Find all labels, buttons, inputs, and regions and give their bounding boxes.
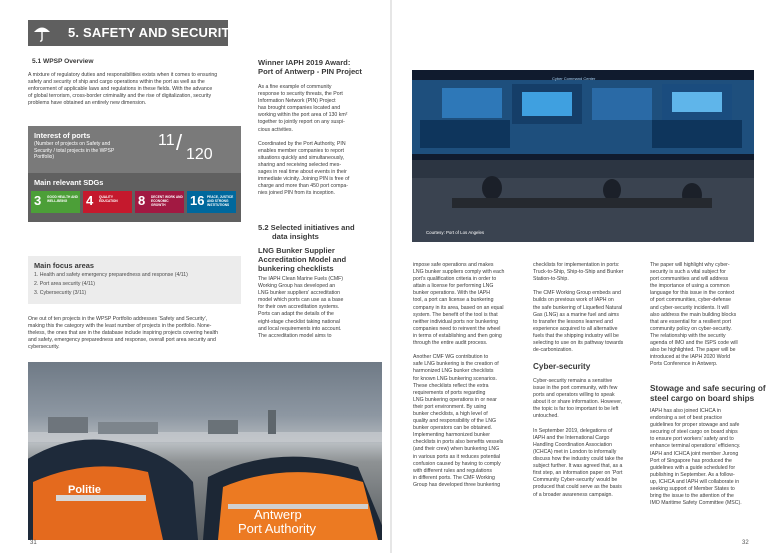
heading-5-1: 5.1 WPSP Overview xyxy=(32,58,94,65)
text-line: charge and more than 450 port compa- xyxy=(258,183,348,190)
text-line: community policy on cyber-security. xyxy=(650,325,732,332)
text-line: in various ports as it reduces potential xyxy=(413,453,501,460)
text-line: LNG Bunker Supplier xyxy=(258,246,335,255)
text-line: discuss how the industry could take the xyxy=(533,456,624,463)
page-number-left: 31 xyxy=(30,540,37,546)
text-line: with different rules and regulations xyxy=(413,467,492,474)
panel-title: Main focus areas xyxy=(34,261,94,270)
text-line: and safety, emergency preparedness and response, overall port area security and xyxy=(28,337,216,344)
cybersecurity-title: Cyber-security xyxy=(533,362,591,371)
text-line: A mixture of regulatory duties and responsibilities exists when it comes to ensuring xyxy=(28,72,218,78)
sdg-tile xyxy=(31,191,80,213)
text-line: Gas (LNG) as a marine fuel and aims xyxy=(533,311,619,318)
text-line xyxy=(533,421,641,428)
text-line: Truck-to-Ship, Ship-to-Ship and Bunker xyxy=(533,269,624,276)
text-line: model which ports can use as a base xyxy=(258,297,344,304)
text-line: requirements of ports regarding xyxy=(413,389,486,396)
ratio-denominator: 120 xyxy=(186,146,213,163)
text-line: port communities and will address xyxy=(650,276,729,283)
text-line: bunker operations. With the IAPH xyxy=(413,290,490,297)
antwerp-text: Antwerp xyxy=(254,507,302,522)
text-line: Implementing harmonized bunker xyxy=(413,432,490,439)
text-line: working within the port area of 130 km² xyxy=(258,112,348,119)
sdg-panel xyxy=(28,173,241,222)
interest-of-ports-panel xyxy=(28,126,241,173)
text-line: bunkering checklists xyxy=(258,264,334,273)
text-line: attain a license for performing LNG xyxy=(413,283,494,290)
text-line: The relationship with the security xyxy=(650,332,726,339)
text-line: Handling Coordination Association xyxy=(533,441,613,448)
text-line: checklists in ports also benefits vessels xyxy=(413,439,504,446)
text-line: endorsing a set of best practice xyxy=(650,415,723,422)
text-line: that are essential for a resilient port xyxy=(650,318,732,325)
text-line: companies need to reinvent the wheel xyxy=(413,325,501,332)
text-line: guidelines with a guide scheduled for xyxy=(650,464,736,471)
text-line: cious activities. xyxy=(258,126,293,133)
text-line: response to security threats, the Port xyxy=(258,91,343,98)
text-line: system. The benefit of the tool is that xyxy=(413,311,498,318)
text-line: of a broader awareness campaign. xyxy=(533,491,613,498)
project-ratio xyxy=(158,132,238,168)
sdg-label: GOOD HEALTH AND WELL-BEING xyxy=(47,195,78,203)
text-line: the safe bunkering of Liquefied Natural xyxy=(533,304,623,311)
text-line: Security / total projects in the WPSP xyxy=(34,147,115,154)
text-line: about it or share information. However, xyxy=(533,399,623,406)
text-line: (Number of projects on Safety and xyxy=(34,141,111,147)
text-line: agenda of IMO and the ISPS code will xyxy=(650,340,738,347)
text-line: Stowage and safe securing of xyxy=(650,384,766,393)
text-line: of port communities, cyber-defense xyxy=(650,297,732,304)
screen-title-text: Cyber Command Center xyxy=(552,76,596,81)
text-line: de-carbonization. xyxy=(533,347,573,354)
text-line: neither individual ports nor bunkering xyxy=(413,318,499,325)
focus-item: 1. Health and safety emergency preparedness and response (4/11) xyxy=(34,272,188,278)
text-line: nies joined PIN from its inception. xyxy=(258,190,335,197)
text-line: Accreditation Model and xyxy=(258,255,347,264)
text-line: Station-to-Ship. xyxy=(533,276,569,283)
sdg-number: 4 xyxy=(86,193,94,208)
focus-item: 3. Cybersecurity (3/11) xyxy=(34,290,87,296)
text-line: first step, an information paper on ‘Port xyxy=(533,470,623,477)
text-line: 5.2 Selected initiatives and xyxy=(258,223,355,232)
text-line: Cyber-security remains a sensitive xyxy=(533,378,613,384)
text-line: making this the category with the least number of projects in the portfolio. None- xyxy=(28,323,212,330)
column-a-text xyxy=(413,262,521,489)
text-line: situations quickly and simultaneously, xyxy=(258,154,345,161)
text-line: checklists for implementation in ports: xyxy=(533,262,620,268)
sdg-number: 8 xyxy=(138,193,146,208)
sdg-number: 16 xyxy=(190,193,205,208)
text-line: IAPH has also joined ICHCA in xyxy=(650,408,721,414)
text-line: guidelines for proper stowage and safe xyxy=(650,422,740,429)
politie-text: Politie xyxy=(68,484,102,496)
text-line: to ensure port workers’ safety and to xyxy=(650,436,734,443)
text-line: seeking support of Member States to xyxy=(650,486,735,493)
text-line: up, ICHCA and IAPH will collaborate in xyxy=(650,478,740,485)
award-title xyxy=(258,58,362,76)
sdg-tile xyxy=(187,191,236,213)
text-line: bunker operators can be obtained. xyxy=(413,425,493,432)
text-line: Information Network (PIN) Project xyxy=(258,98,336,105)
text-line: language for this issue in the context xyxy=(650,290,735,297)
text-line: As a fine example of community xyxy=(258,84,332,90)
text-line: company in its area, based on an equal xyxy=(413,304,504,311)
text-line: produced that could serve as the basis xyxy=(533,484,622,491)
text-line: sharing and receiving selected mes- xyxy=(258,162,342,169)
focus-areas-panel xyxy=(28,256,241,304)
text-line: Winner IAPH 2019 Award: xyxy=(258,58,351,67)
text-line: IAPH and ICHCA joint member Jurong xyxy=(650,450,739,457)
text-line: confusion caused by having to comply xyxy=(413,460,501,467)
text-line: the topic is far too important to be left xyxy=(533,406,619,413)
text-line: their port environment. By using xyxy=(413,403,487,410)
text-line: Another CMF WG contribution to xyxy=(413,354,489,361)
text-line: experience acquired to all alternative xyxy=(533,325,618,332)
text-line: Coordinated by the Port Authority, PIN xyxy=(258,140,346,147)
text-line: problems have obtained an entirely new dimension. xyxy=(28,100,147,107)
text-line: has brought companies located and xyxy=(258,105,341,112)
text-line: One out of ten projects in the WPSP Portfolio addresses ‘Safety and Security’, xyxy=(28,316,208,322)
text-line: issue in the port community, with few xyxy=(533,385,618,392)
ratio-slash: / xyxy=(176,130,183,155)
text-line: ports and operators willing to speak xyxy=(533,392,615,399)
text-line: cybersecurity. xyxy=(28,344,60,351)
text-line: enhance terminal operations’ efficiency. xyxy=(650,443,741,450)
text-line: Working Group has developed an xyxy=(258,283,336,290)
panel-subtitle xyxy=(34,141,144,161)
text-line: publishing in September. As a follow- xyxy=(650,471,735,478)
text-line: the importance of using a common xyxy=(650,283,730,290)
column-c-text xyxy=(650,262,758,368)
text-line: and local requirements into account. xyxy=(258,325,342,332)
text-line: (and their crew) when bunkering LNG xyxy=(413,446,500,453)
text-line xyxy=(413,347,521,354)
text-line: for their own accreditation systems. xyxy=(258,304,340,311)
text-line: also be highlighted. The paper will be xyxy=(650,347,736,354)
text-line: Ports Conference in Antwerp. xyxy=(650,361,718,368)
heading-5-2 xyxy=(258,223,355,241)
text-line: The CMF Working Group embeds and xyxy=(533,290,621,297)
text-line: subject further. It was agreed that, as a xyxy=(533,463,623,470)
text-line: theless, the ones that are in the database include inspiring projects covering health xyxy=(28,330,219,337)
text-line: port’s qualification criteria in order to xyxy=(413,276,497,283)
sdg-label: QUALITY EDUCATION xyxy=(99,195,118,203)
focus-item: 2. Port area security (4/11) xyxy=(34,281,96,287)
photo-illustration xyxy=(412,70,754,242)
panel-title: Interest of ports xyxy=(34,131,91,140)
text-line: selecting to use on its pathway towards xyxy=(533,340,624,347)
text-line: The paper will highlight why cyber- xyxy=(650,262,730,268)
sdg-tile xyxy=(83,191,132,213)
page-number-right: 32 xyxy=(742,540,749,546)
sdg-number: 3 xyxy=(34,193,42,208)
section-banner xyxy=(28,20,239,46)
text-line: bring the issue to the attention of the xyxy=(650,493,734,500)
text-line: eight-stage checklist taking national xyxy=(258,318,340,325)
text-line: LNG bunkering operations in or near xyxy=(413,396,497,403)
text-line: steel cargo on board ships xyxy=(650,394,755,403)
text-line: The IAPH Clean Marine Fuels (CMF) xyxy=(258,276,344,282)
text-line: The accreditation model aims to xyxy=(258,332,332,339)
text-line: tool, a port can license a bunkering xyxy=(413,297,494,304)
page-gutter xyxy=(390,0,392,553)
cybersecurity-text xyxy=(533,378,641,499)
photo-caption: Courtesy: Port of Los Angeles xyxy=(426,230,485,235)
cyber-center-photo xyxy=(412,70,754,242)
text-line: introduced at the IAPH 2020 World xyxy=(650,354,731,361)
column-b-text xyxy=(533,262,641,354)
text-line: Portfolio) xyxy=(34,154,55,161)
sdg-label: PEACE, JUSTICE AND STRONG INSTITUTIONS xyxy=(207,195,234,207)
stowage-title xyxy=(650,384,766,404)
text-line: (ICHCA) met in London to informally xyxy=(533,448,617,455)
text-line xyxy=(258,134,380,141)
overview-text xyxy=(28,72,253,107)
text-line: data insights xyxy=(272,232,319,241)
sdg-tile xyxy=(135,191,184,213)
text-line: LNG bunker suppliers’ accreditation xyxy=(258,290,340,297)
port-workers-photo xyxy=(28,362,382,540)
lng-title xyxy=(258,246,346,273)
text-line: These checklists reflect the extra xyxy=(413,382,489,389)
text-line: immediate vicinity. Joining PIN is free of xyxy=(258,176,350,183)
text-line: In September 2019, delegations of xyxy=(533,427,613,434)
lng-text xyxy=(258,276,380,340)
ratio-numerator: 11 xyxy=(158,132,175,149)
text-line: security is such a vital subject for xyxy=(650,269,726,276)
text-line: IAPH and the International Cargo xyxy=(533,434,610,441)
text-line: Port of Antwerp - PIN Project xyxy=(258,67,362,76)
text-line: LNG bunker suppliers comply with each xyxy=(413,269,505,276)
text-line: also address the main building blocks xyxy=(650,311,737,318)
award-text xyxy=(258,84,380,198)
text-line: in different ports. The CMF Working xyxy=(413,474,495,481)
text-line: for known LNG bunkering scenarios. xyxy=(413,375,497,382)
text-line: impose safe operations and makes xyxy=(413,262,494,268)
umbrella-icon xyxy=(32,23,52,43)
text-line: quality and responsibility of the LNG xyxy=(413,418,497,425)
text-line: together to jointly report on any suspi- xyxy=(258,119,345,126)
text-line: through the entire audit process. xyxy=(413,340,488,347)
text-line: safe LNG bunkering is the creation of xyxy=(413,361,499,368)
text-line: securing of steel cargo on board ships xyxy=(650,429,738,436)
text-line: enables member companies to report xyxy=(258,147,344,154)
text-line: in terms of establishing and then going xyxy=(413,332,502,339)
text-line: Port of Singapore has produced the xyxy=(650,457,732,464)
portfolio-text xyxy=(28,316,253,351)
text-line: and cyber-security incidents. It will xyxy=(650,304,729,311)
panel-title: Main relevant SDGs xyxy=(34,178,104,187)
photo-illustration xyxy=(28,362,382,540)
text-line: Group has developed three bunkering xyxy=(413,481,501,488)
text-line: bunker checklists, a high level of xyxy=(413,410,488,417)
text-line: of global terrorism, cross-border criminality and the rise of digitalization, security xyxy=(28,93,212,100)
text-line: builds on previous work of IAPH on xyxy=(533,297,614,304)
text-line: harmonized LNG bunker checklists xyxy=(413,368,494,375)
sdg-label: DECENT WORK AND ECONOMIC GROWTH xyxy=(151,195,183,207)
text-line: fuels that the shipping industry will be xyxy=(533,332,619,339)
text-line: enforcement of applicable laws and regulations in these fields. With the advance xyxy=(28,86,213,93)
text-line: Ports can adapt the details of the xyxy=(258,311,334,318)
text-line: sages in real time about events in their xyxy=(258,169,347,176)
text-line: untouched. xyxy=(533,413,559,420)
text-line: IMO Maritime Safety Committee (MSC). xyxy=(650,500,742,507)
text-line: safety and security of ship and cargo operations within the port as well as the xyxy=(28,79,205,86)
stowage-text xyxy=(650,408,758,507)
text-line: Community Cyber-security’ would be xyxy=(533,477,618,484)
text-line: to transfer the lessons learned and xyxy=(533,318,613,325)
section-title: 5. SAFETY AND SECURITY xyxy=(68,25,239,40)
text-line xyxy=(533,283,641,290)
port-authority-text: Port Authority xyxy=(238,521,317,536)
